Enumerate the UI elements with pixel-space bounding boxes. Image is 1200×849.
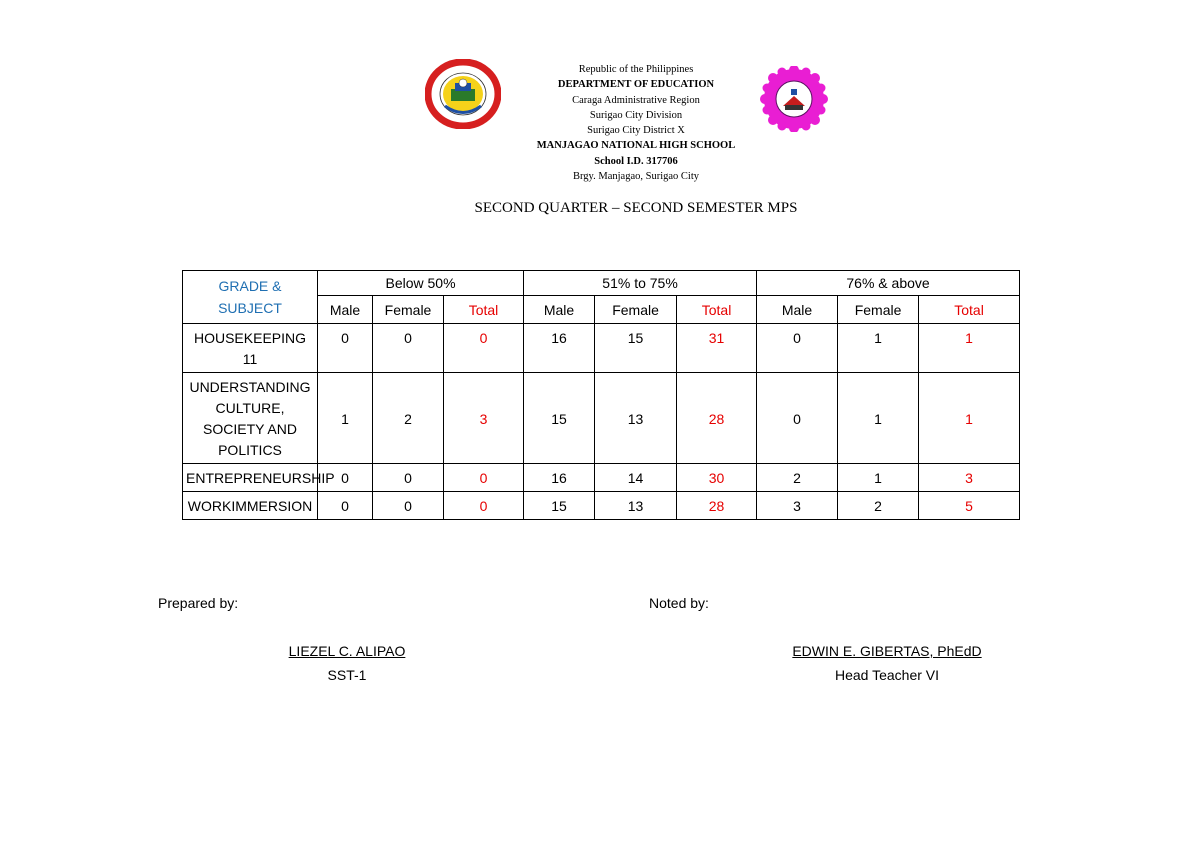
total-cell: 1 — [919, 324, 1020, 373]
republic-line: Republic of the Philippines — [578, 64, 694, 75]
mps-table — [182, 270, 1020, 520]
subject-cell: ENTREPRENEURSHIP — [183, 464, 318, 492]
prepared-by-title: SST-1 — [327, 667, 367, 683]
school-id: School I.D. 317706 — [594, 155, 678, 167]
data-cell: 2 — [757, 464, 838, 492]
data-cell: 1 — [838, 464, 919, 492]
total-cell: 5 — [919, 492, 1020, 520]
table-row — [183, 324, 1020, 373]
data-cell: 0 — [318, 464, 373, 492]
region-line: Caraga Administrative Region — [572, 94, 700, 106]
prepared-by-label: Prepared by: — [158, 595, 239, 611]
report-title: SECOND QUARTER – SECOND SEMESTER MPS — [474, 200, 798, 216]
male-header: Male — [757, 296, 838, 324]
data-cell: 14 — [595, 464, 677, 492]
data-cell: 13 — [595, 373, 677, 464]
group-header: 51% to 75% — [524, 271, 757, 296]
school-name: MANJAGAO NATIONAL HIGH SCHOOL — [536, 140, 736, 152]
data-cell: 15 — [524, 373, 595, 464]
data-cell: 1 — [838, 324, 919, 373]
total-cell: 28 — [677, 373, 757, 464]
total-cell: 30 — [677, 464, 757, 492]
total-header: Total — [444, 296, 524, 324]
total-cell: 0 — [444, 464, 524, 492]
data-cell: 0 — [373, 324, 444, 373]
table-row — [183, 464, 1020, 492]
table-row — [183, 373, 1020, 464]
total-cell: 0 — [444, 324, 524, 373]
school-address: Brgy. Manjagao, Surigao City — [573, 171, 699, 183]
subject-cell: HOUSEKEEPING 11 — [183, 324, 318, 373]
table-row — [183, 492, 1020, 520]
data-cell: 2 — [838, 492, 919, 520]
total-cell: 0 — [444, 492, 524, 520]
total-cell: 3 — [444, 373, 524, 464]
total-cell: 28 — [677, 492, 757, 520]
data-cell: 3 — [757, 492, 838, 520]
department-line: DEPARTMENT OF EDUCATION — [557, 79, 715, 91]
data-cell: 15 — [524, 492, 595, 520]
noted-by-name: EDWIN E. GIBERTAS, PhEdD — [792, 643, 982, 659]
data-cell: 13 — [595, 492, 677, 520]
female-header: Female — [838, 296, 919, 324]
subject-cell: WORKIMMERSION — [183, 492, 318, 520]
data-cell: 0 — [318, 492, 373, 520]
data-cell: 1 — [318, 373, 373, 464]
noted-by-label: Noted by: — [649, 595, 709, 611]
total-cell: 1 — [919, 373, 1020, 464]
subject-cell: UNDERSTANDING CULTURE, SOCIETY AND POLITICS — [183, 373, 318, 464]
female-header: Female — [595, 296, 677, 324]
data-cell: 15 — [595, 324, 677, 373]
total-header: Total — [919, 296, 1020, 324]
total-header: Total — [677, 296, 757, 324]
male-header: Male — [318, 296, 373, 324]
data-cell: 0 — [318, 324, 373, 373]
group-header: Below 50% — [318, 271, 524, 296]
subject-column-header: GRADE & SUBJECT — [183, 271, 318, 324]
data-cell: 1 — [838, 373, 919, 464]
data-cell: 0 — [757, 373, 838, 464]
group-header: 76% & above — [757, 271, 1020, 296]
female-header: Female — [373, 296, 444, 324]
data-cell: 0 — [373, 464, 444, 492]
data-cell: 16 — [524, 324, 595, 373]
data-cell: 16 — [524, 464, 595, 492]
data-cell: 0 — [757, 324, 838, 373]
male-header: Male — [524, 296, 595, 324]
district-line: Surigao City District X — [587, 125, 685, 137]
letterhead — [486, 62, 786, 184]
noted-by-title: Head Teacher VI — [834, 667, 940, 683]
total-cell: 3 — [919, 464, 1020, 492]
division-line: Surigao City Division — [589, 109, 683, 121]
prepared-by-name: LIEZEL C. ALIPAO — [288, 643, 406, 659]
data-cell: 0 — [373, 492, 444, 520]
data-cell: 2 — [373, 373, 444, 464]
total-cell: 31 — [677, 324, 757, 373]
